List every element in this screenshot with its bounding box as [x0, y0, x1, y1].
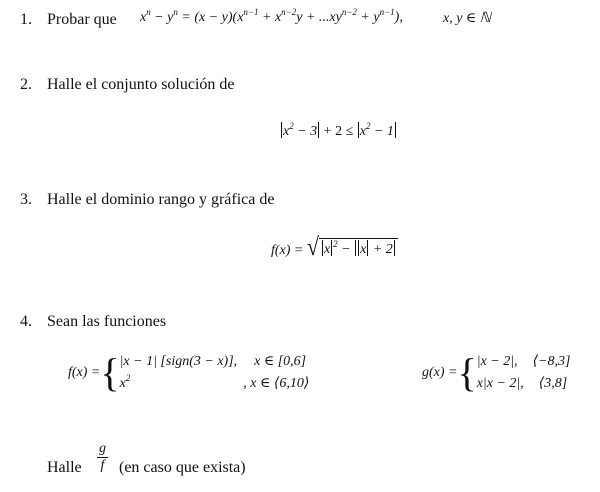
f-piece-1-domain: x ∈ [0,6]	[254, 354, 307, 369]
g-piece-2-domain: ⟨3,8]	[538, 376, 568, 391]
left-brace-icon: {	[100, 350, 120, 395]
g-piece-1-expr: |x − 2|,	[476, 354, 518, 369]
item-3-number: 3.	[20, 191, 32, 208]
item-1-text: Probar que	[47, 11, 117, 28]
left-brace-icon: {	[457, 350, 477, 395]
item-4-text: Sean las funciones	[47, 313, 167, 330]
item-2-text: Halle el conjunto solución de	[47, 76, 235, 93]
halle-suffix: (en caso que exista)	[119, 459, 246, 476]
item-3-formula: f(x) = √ x $^2$ − x + 2	[271, 236, 398, 259]
f-piece-2-domain: , x ∈ ⟨6,10⟩	[243, 376, 310, 391]
f-piece-1-expr: |x − 1| [sign(3 − x)],	[119, 354, 238, 369]
item-4-number: 4.	[20, 313, 32, 330]
item-3-text: Halle el dominio rango y gráfica de	[47, 191, 275, 208]
g-piece-2-expr: x|x − 2|,	[476, 376, 524, 391]
fraction-numerator: g	[99, 441, 106, 456]
item-1-number: 1.	[20, 11, 32, 28]
fraction-denominator: f	[100, 458, 105, 473]
f-lhs: f(x) =	[68, 365, 101, 380]
item-2-number: 2.	[20, 76, 32, 93]
halle-text: Halle	[47, 459, 82, 476]
f-piece-2-expr: $x^2$	[119, 373, 131, 391]
item-1-formula: $x^n - y^n = (x - y)(x^{n-1} + x^{n-2}y + ...xy^{n-2} + y^{n-1})$,	[140, 7, 403, 25]
g-piece-1-domain: ⟨−8,3]	[532, 354, 571, 369]
g-over-f-fraction	[97, 441, 108, 474]
g-definition	[422, 351, 570, 395]
f-definition	[68, 351, 309, 395]
g-lhs: g(x) =	[422, 365, 458, 380]
item-1-condition: x, y ∈ ℕ	[443, 11, 492, 26]
item-2-formula: $x^2 - 3 + 2 \le x^2 - 1$	[283, 121, 394, 139]
